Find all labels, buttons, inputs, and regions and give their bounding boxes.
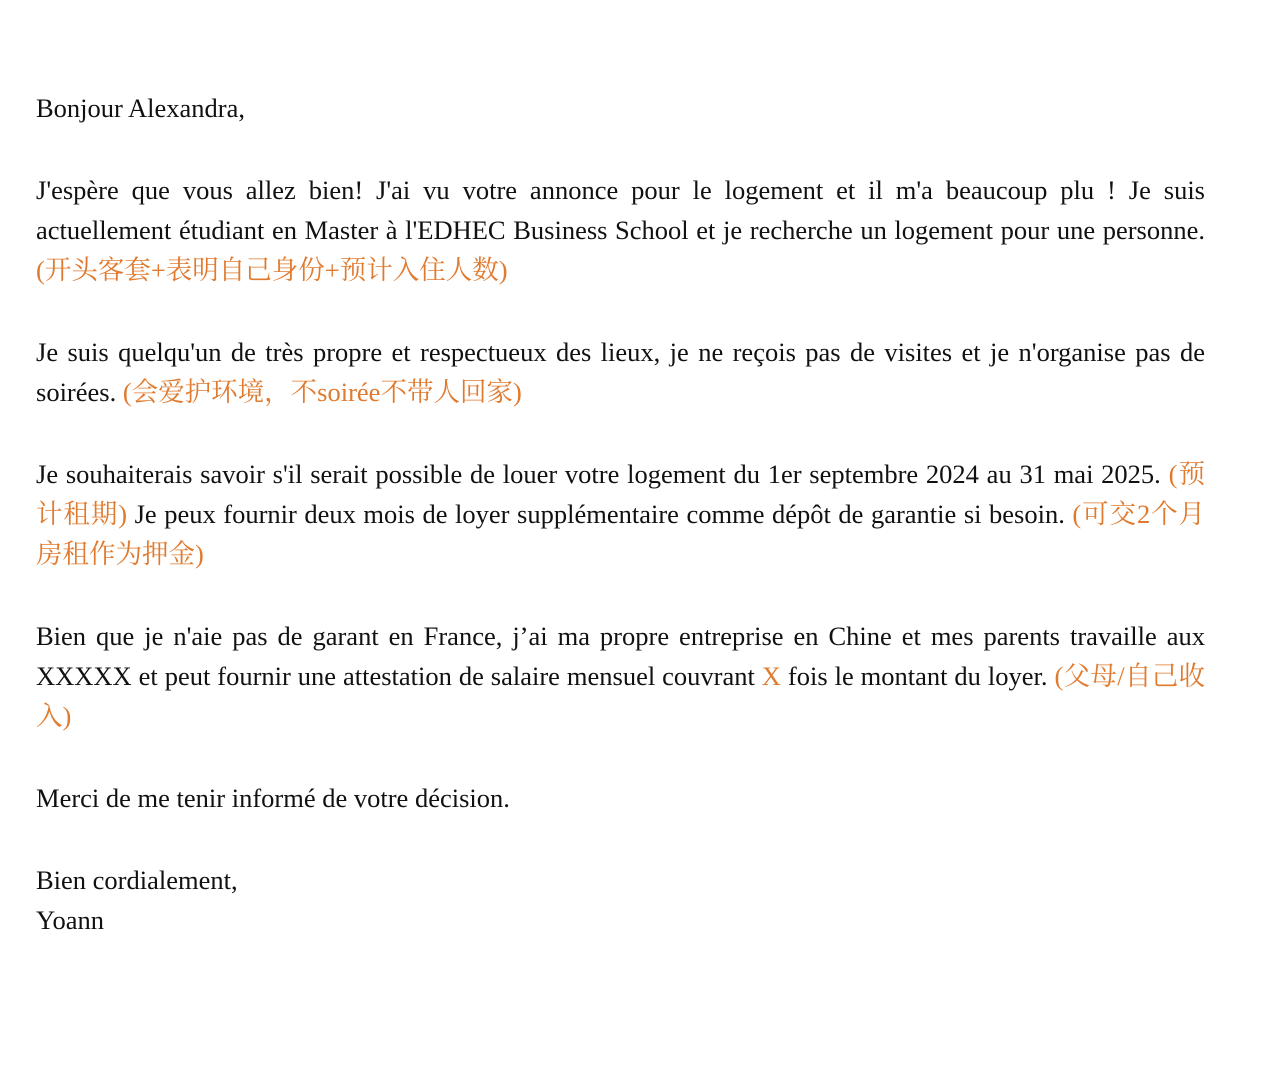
greeting: Bonjour Alexandra,: [36, 93, 246, 123]
paragraph-deposit-text: Je peux fournir deux mois de loyer supplémentaire comme dépôt de garantie si besoin.: [134, 499, 1065, 529]
closing: Bien cordialement,: [36, 865, 238, 895]
annotation-rental-period: (预计租期): [36, 459, 1206, 529]
paragraph-introduction: [36, 170, 1205, 290]
paragraph-introduction-text: J'espère que vous allez bien! J'ai vu votre annonce pour le logement et il m'a beaucoup plu ! Je suis actuellement étudiant en Master à l'EDHEC Business School et je recherche un logement pour une personne.: [36, 175, 1205, 245]
paragraph-character: [36, 332, 1205, 412]
paragraph-income-text-b: fois le montant du loyer.: [787, 661, 1048, 691]
paragraph-income-text-a: Bien que je n'aie pas de garant en France, j’ai ma propre entreprise en Chine et mes parents travaille aux XXXXX et peut fournir une attestation de salaire mensuel couvrant: [36, 621, 1205, 691]
letter-body: [36, 88, 1205, 940]
annotation-income: (父母/自己收入): [36, 661, 1206, 731]
closing-block: [36, 860, 1205, 940]
signature: Yoann: [36, 905, 104, 935]
paragraph-request: Merci de me tenir informé de votre décision.: [36, 783, 510, 813]
paragraph-rental-period: [36, 454, 1205, 574]
paragraph-income: [36, 616, 1205, 736]
paragraph-rental-period-text: Je souhaiterais savoir s'il serait possible de louer votre logement du 1er septembre 2024 au 31 mai 2025.: [36, 459, 1161, 489]
income-multiplier-highlight: X: [761, 661, 781, 691]
annotation-character: (会爱护环境，不soirée不带人回家): [122, 377, 522, 407]
paragraph-character-text: Je suis quelqu'un de très propre et respectueux des lieux, je ne reçois pas de visites et je n'organise pas de soirées.: [36, 337, 1205, 407]
annotation-introduction: (开头客套+表明自己身份+预计入住人数): [36, 255, 508, 285]
annotation-deposit: (可交2个月房租作为押金): [36, 499, 1206, 569]
